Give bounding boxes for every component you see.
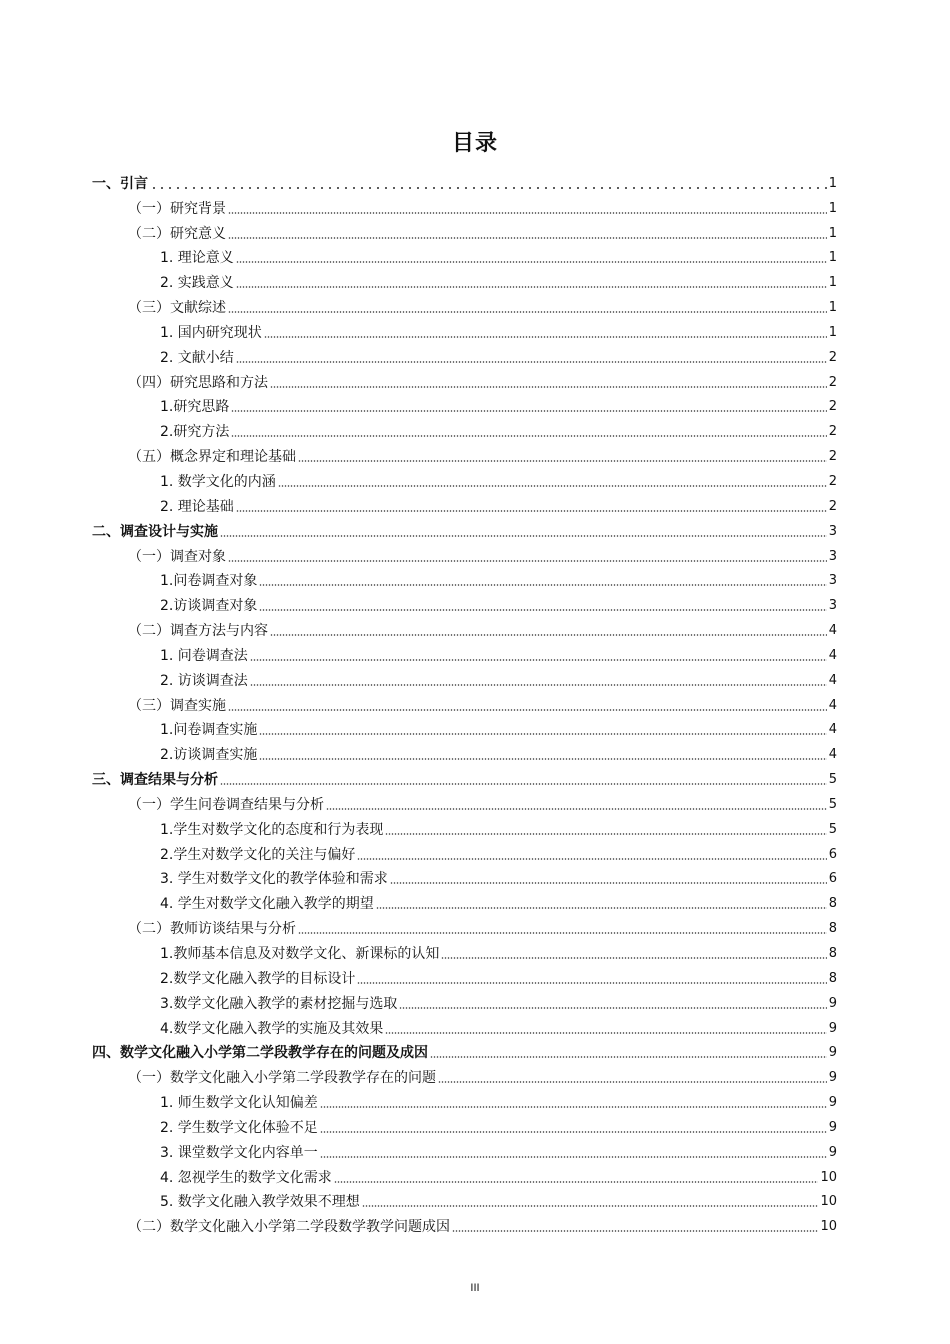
toc-dot-leader <box>326 808 827 810</box>
toc-entry-label: （二）数学文化融入小学第二学段数学教学问题成因 <box>128 1219 450 1236</box>
toc-entry-page: 6 <box>828 846 837 862</box>
toc-entry[interactable] <box>92 392 837 417</box>
toc-dot-leader <box>270 634 827 636</box>
toc-entry-page: 5 <box>828 772 837 788</box>
toc-entry-page: 2 <box>828 349 837 365</box>
toc-entry[interactable] <box>92 1137 837 1162</box>
toc-entry-page: 3 <box>828 573 837 589</box>
toc-entry[interactable] <box>92 267 837 292</box>
toc-dot-leader <box>357 982 826 984</box>
toc-entry-label: 1.问卷调查对象 <box>160 573 258 590</box>
toc-dot-leader <box>259 758 826 760</box>
toc-entry-label: （三）调查实施 <box>128 697 226 714</box>
toc-entry-page: 8 <box>828 921 837 937</box>
toc-entry-label: 4. 学生对数学文化融入教学的期望 <box>160 896 374 913</box>
toc-entry-label: （一）研究背景 <box>128 200 226 217</box>
toc-entry[interactable] <box>92 243 837 268</box>
toc-entry-page: 4 <box>828 747 837 763</box>
toc-entry[interactable] <box>92 615 837 640</box>
toc-dot-leader <box>390 882 827 884</box>
toc-entry-page: 8 <box>828 896 837 912</box>
toc-entry[interactable] <box>92 1087 837 1112</box>
toc-entry-page: 9 <box>828 995 837 1011</box>
toc-dot-leader <box>250 684 827 686</box>
toc-entry[interactable] <box>92 1013 837 1038</box>
toc-dot-leader <box>278 485 827 487</box>
toc-entry-page: 2 <box>828 473 837 489</box>
toc-entry[interactable] <box>92 218 837 243</box>
toc-entry[interactable] <box>92 690 837 715</box>
toc-dot-leader <box>441 957 826 959</box>
toc-entry[interactable] <box>92 466 837 491</box>
toc-entry-page: 2 <box>828 424 837 440</box>
table-of-contents <box>92 168 837 1236</box>
toc-dot-leader <box>250 659 827 661</box>
toc-dot-leader <box>298 932 827 934</box>
toc-dot-leader <box>320 1106 827 1108</box>
toc-entry-label: 2.访谈调查实施 <box>160 747 258 764</box>
toc-entry[interactable] <box>92 416 837 441</box>
toc-entry-page: 4 <box>828 697 837 713</box>
toc-entry-label: 2.学生对数学文化的关注与偏好 <box>160 846 356 863</box>
toc-entry-page: 1 <box>828 324 837 340</box>
toc-entry-label: 1.问卷调查实施 <box>160 722 258 739</box>
toc-entry-label: 2.访谈调查对象 <box>160 598 258 615</box>
toc-entry[interactable] <box>92 590 837 615</box>
toc-entry[interactable] <box>92 715 837 740</box>
toc-entry-page: 1 <box>828 275 837 291</box>
toc-entry-page: 3 <box>828 598 837 614</box>
toc-entry-label: （二）研究意义 <box>128 225 226 242</box>
toc-entry-label: 5. 数学文化融入教学效果不理想 <box>160 1194 360 1211</box>
toc-entry-page: 4 <box>828 722 837 738</box>
toc-entry[interactable] <box>92 665 837 690</box>
toc-entry[interactable] <box>92 640 837 665</box>
toc-entry[interactable] <box>92 938 837 963</box>
toc-entry-page: 1 <box>828 225 837 241</box>
toc-dot-leader <box>150 187 827 189</box>
toc-entry[interactable] <box>92 888 837 913</box>
toc-entry[interactable] <box>92 292 837 317</box>
toc-dot-leader <box>259 609 826 611</box>
toc-entry[interactable] <box>92 566 837 591</box>
toc-entry-page: 4 <box>828 672 837 688</box>
toc-entry-label: 3. 课堂数学文化内容单一 <box>160 1144 318 1161</box>
toc-dot-leader <box>228 311 827 313</box>
toc-dot-leader <box>220 535 827 537</box>
toc-dot-leader <box>228 237 827 239</box>
toc-entry-page: 9 <box>828 1070 837 1086</box>
toc-entry-page: 9 <box>828 1020 837 1036</box>
toc-entry-label: 4. 忽视学生的数学文化需求 <box>160 1169 332 1186</box>
toc-dot-leader <box>438 1081 827 1083</box>
toc-dot-leader <box>228 560 827 562</box>
toc-entry[interactable] <box>92 814 837 839</box>
toc-entry-page: 9 <box>828 1045 837 1061</box>
toc-entry[interactable] <box>92 864 837 889</box>
toc-entry-page: 8 <box>828 946 837 961</box>
toc-entry-page: 1 <box>828 300 837 316</box>
toc-entry[interactable] <box>92 168 837 193</box>
toc-entry[interactable] <box>92 1162 837 1187</box>
toc-dot-leader <box>231 435 826 437</box>
toc-entry-page: 8 <box>828 970 837 986</box>
toc-entry-label: 1.教师基本信息及对数学文化、新课标的认知 <box>160 946 440 962</box>
toc-entry[interactable] <box>92 541 837 566</box>
toc-entry[interactable] <box>92 1211 837 1236</box>
toc-entry-page: 5 <box>828 796 837 812</box>
toc-dot-leader <box>362 1205 819 1207</box>
toc-dot-leader <box>236 286 827 288</box>
page-number-footer: III <box>470 1282 480 1294</box>
toc-entry-label: （一）数学文化融入小学第二学段教学存在的问题 <box>128 1070 436 1087</box>
toc-entry[interactable] <box>92 342 837 367</box>
toc-entry-page: 4 <box>828 623 837 639</box>
toc-entry-page: 2 <box>828 399 837 415</box>
toc-dot-leader <box>264 336 827 338</box>
toc-entry-page: 9 <box>828 1119 837 1135</box>
toc-dot-leader <box>231 410 826 412</box>
toc-entry-label: 1.学生对数学文化的态度和行为表现 <box>160 821 384 838</box>
toc-entry[interactable] <box>92 1038 837 1063</box>
toc-entry-page: 3 <box>828 548 837 564</box>
toc-entry-label: 四、数学文化融入小学第二学段教学存在的问题及成因 <box>92 1045 428 1062</box>
toc-entry[interactable] <box>92 441 837 466</box>
toc-dot-leader <box>220 783 827 785</box>
toc-entry-label: （三）文献综述 <box>128 300 226 317</box>
toc-dot-leader <box>270 386 827 388</box>
toc-entry-label: （五）概念界定和理论基础 <box>128 449 296 466</box>
toc-entry-page: 2 <box>828 498 837 514</box>
toc-entry-label: 三、调查结果与分析 <box>92 772 218 789</box>
toc-dot-leader <box>236 510 827 512</box>
toc-entry[interactable] <box>92 913 837 938</box>
toc-entry-page: 1 <box>828 250 837 266</box>
toc-entry-page: 1 <box>828 175 837 191</box>
toc-entry-page: 6 <box>828 871 837 887</box>
toc-entry-label: 2. 学生数学文化体验不足 <box>160 1119 318 1136</box>
toc-dot-leader <box>236 361 827 363</box>
toc-dot-leader <box>259 733 826 735</box>
toc-dot-leader <box>357 858 826 860</box>
toc-entry-label: 2. 实践意义 <box>160 275 234 292</box>
toc-entry-label: 2. 文献小结 <box>160 349 234 366</box>
toc-dot-leader <box>320 1156 827 1158</box>
toc-entry-label: （一）学生问卷调查结果与分析 <box>128 796 324 813</box>
toc-dot-leader <box>430 1056 827 1058</box>
toc-entry-label: 2.研究方法 <box>160 424 230 441</box>
toc-entry[interactable] <box>92 764 837 789</box>
toc-entry[interactable] <box>92 317 837 342</box>
toc-entry-page: 9 <box>828 1144 837 1160</box>
toc-entry[interactable] <box>92 789 837 814</box>
toc-entry[interactable] <box>92 739 837 764</box>
toc-entry[interactable] <box>92 1112 837 1137</box>
toc-dot-leader <box>334 1181 819 1183</box>
toc-entry-label: 一、引言 <box>92 175 148 192</box>
toc-entry-label: 1. 师生数学文化认知偏差 <box>160 1095 318 1112</box>
toc-entry[interactable] <box>92 963 837 988</box>
toc-entry[interactable] <box>92 1187 837 1212</box>
toc-entry-label: 二、调查设计与实施 <box>92 523 218 540</box>
toc-dot-leader <box>298 460 827 462</box>
toc-entry-page: 3 <box>828 523 837 539</box>
toc-entry[interactable] <box>92 988 837 1013</box>
toc-entry[interactable] <box>92 839 837 864</box>
toc-entry-label: 1.研究思路 <box>160 399 230 416</box>
toc-entry-page: 10 <box>820 1169 837 1185</box>
toc-entry[interactable] <box>92 1062 837 1087</box>
toc-dot-leader <box>320 1131 827 1133</box>
toc-dot-leader <box>385 833 826 835</box>
toc-entry-label: （二）教师访谈结果与分析 <box>128 921 296 938</box>
toc-dot-leader <box>228 709 827 711</box>
toc-entry-page: 10 <box>820 1194 837 1210</box>
toc-entry-label: 3.数学文化融入教学的素材挖掘与选取 <box>160 995 398 1012</box>
toc-entry-label: 1. 理论意义 <box>160 250 234 267</box>
toc-entry-page: 5 <box>828 821 837 837</box>
toc-dot-leader <box>228 212 827 214</box>
toc-dot-leader <box>452 1230 818 1232</box>
toc-entry-page: 2 <box>828 374 837 390</box>
toc-entry[interactable] <box>92 193 837 218</box>
toc-entry-label: （二）调查方法与内容 <box>128 623 268 640</box>
toc-entry[interactable] <box>92 491 837 516</box>
toc-entry-label: 3. 学生对数学文化的教学体验和需求 <box>160 871 388 888</box>
toc-dot-leader <box>385 1032 826 1034</box>
toc-dot-leader <box>259 584 826 586</box>
toc-entry[interactable] <box>92 516 837 541</box>
toc-entry-label: 4.数学文化融入教学的实施及其效果 <box>160 1020 384 1037</box>
toc-entry-page: 1 <box>828 200 837 216</box>
toc-entry-page: 4 <box>828 647 837 663</box>
toc-entry[interactable] <box>92 367 837 392</box>
toc-entry-label: 1. 数学文化的内涵 <box>160 473 276 490</box>
toc-entry-label: 2. 理论基础 <box>160 498 234 515</box>
toc-entry-label: 1. 问卷调查法 <box>160 647 248 664</box>
toc-entry-label: （四）研究思路和方法 <box>128 374 268 391</box>
toc-entry-label: （一）调查对象 <box>128 548 226 565</box>
toc-dot-leader <box>399 1007 826 1009</box>
toc-dot-leader <box>236 261 827 263</box>
toc-entry-page: 2 <box>828 449 837 465</box>
toc-title: 目录 <box>451 131 498 156</box>
toc-entry-page: 9 <box>828 1095 837 1111</box>
toc-entry-label: 2.数学文化融入教学的目标设计 <box>160 970 356 987</box>
toc-dot-leader <box>376 907 827 909</box>
toc-entry-label: 1. 国内研究现状 <box>160 324 262 341</box>
toc-entry-page: 10 <box>820 1219 837 1235</box>
toc-entry-label: 2. 访谈调查法 <box>160 672 248 689</box>
